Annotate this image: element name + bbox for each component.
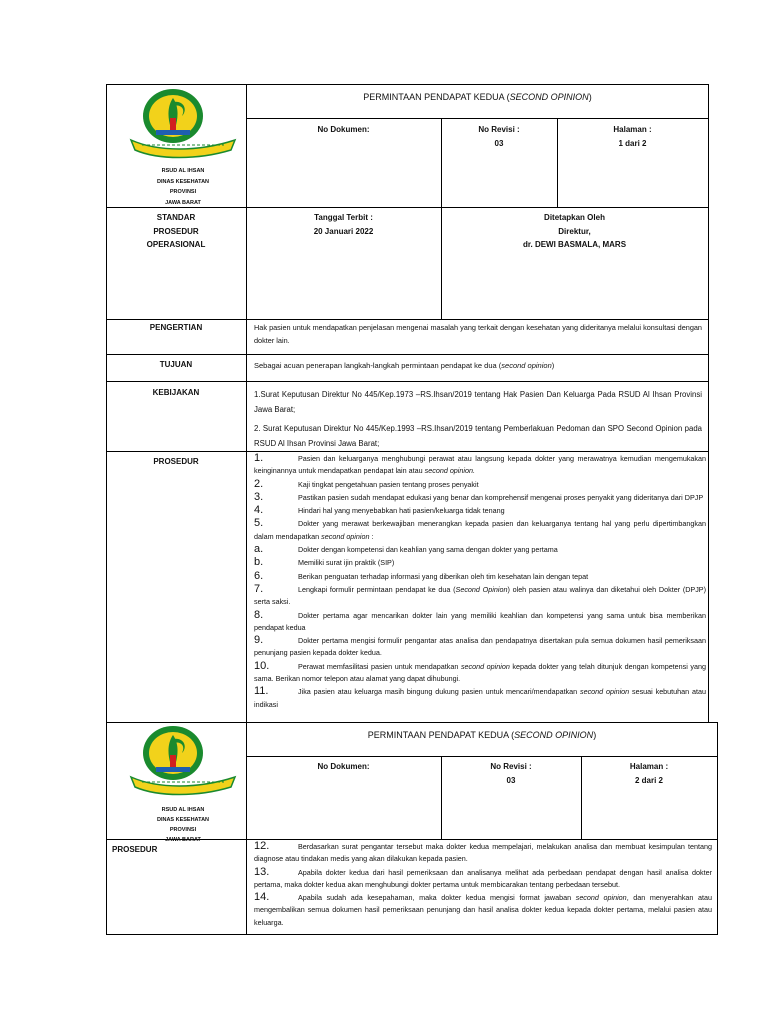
step-number: 14. (254, 891, 270, 904)
kebijakan-label: KEBIJAKAN (152, 388, 200, 397)
tujuan-text: Sebagai acuan penerapan langkah-langkah permintaan pendapat ke dua (second opinion) (254, 361, 555, 370)
step-text: Pastikan pasien sudah mendapat edukasi yang benar dan komprehensif mengenai proses penyakit yang dideritanya dari DPJP (298, 492, 704, 502)
no-revisi-label: No Revisi : (478, 125, 520, 134)
pengertian-label: PENGERTIAN (149, 323, 203, 332)
step-text: Lengkapi formulir permintaan pendapat ke dua ( (298, 584, 456, 594)
pengertian-text: Hak pasien untuk mendapatkan penjelasan mengenai masalah yang terkait dengan kesehatan yang dideritanya melalui konsultasi dengan dokter lain. (254, 323, 702, 345)
step-number: 8. (254, 608, 264, 621)
step-number: b. (254, 556, 264, 569)
prosedur-label: PROSEDUR (112, 845, 158, 854)
step-number: 3. (254, 490, 264, 503)
halaman-value: 1 dari 2 (618, 139, 647, 148)
document-title: PERMINTAAN PENDAPAT KEDUA (SECOND OPINION) (363, 92, 592, 102)
procedure-step (254, 570, 706, 583)
hospital-logo (128, 88, 238, 164)
procedure-step (254, 517, 706, 543)
step-text: Kaji tingkat pengetahuan pasien tentang proses penyakit (298, 479, 479, 489)
procedure-step (254, 556, 706, 569)
tujuan-label: TUJUAN (159, 360, 193, 369)
step-text: Hindari hal yang menyebabkan hati pasien/keluarga tidak tenang (298, 506, 505, 516)
step-number: 10. (254, 659, 270, 672)
ditetapkan-oleh: Ditetapkan Oleh Direktur, dr. DEWI BASMALA, MARS (522, 213, 627, 249)
step-text: Dokter pertama mengisi formulir pengantar atas analisa dan pendapatnya disertakan pula semua dokumen hasil pemeriksaan penunjang pasien kepada dokter kedua. (254, 636, 706, 658)
step-text: Berdasarkan surat pengantar tersebut maka dokter kedua mempelajari, melakukan analisa dan membuat kesimpulan tentang diagnose atau tindakan medis yang akan dilakukan kepada pasien. (254, 842, 712, 864)
step-number: 7. (254, 582, 264, 595)
step-text-end: ) oleh pasien atau walinya dan diketahui oleh Dokter (DPJP) serta saksi. (254, 584, 706, 607)
step-text: Apabila dokter kedua dari hasil pemeriksaan dan analisanya melihat ada perbedaan pendapat dengan hasil analisa dokter pertama, maka dokter kedua akan menghubungi dokter pertama untuk membicarakan tentang perbedaan tersebut. (254, 867, 712, 889)
step-number: a. (254, 543, 264, 556)
kebijakan-item-1: 1.Surat Keputusan Direktur No 445/Kep.1973 –RS.Ihsan/2019 tentang Hak Pasien Dan Keluarga Pada RSUD Al Ihsan Provinsi Jawa Barat; (254, 390, 702, 414)
step-number: 2. (254, 477, 264, 490)
step-text-italic: Second Opinion (455, 584, 508, 594)
step-number: 5. (254, 517, 264, 530)
spo-label: STANDAR PROSEDUR OPERASIONAL (146, 213, 206, 249)
tanggal-terbit: Tanggal Terbit : 20 Januari 2022 (313, 213, 374, 236)
org-name: RSUD AL IHSAN DINAS KESEHATAN PROVINSI JAWA BARAT (156, 168, 210, 206)
procedure-step (254, 891, 712, 929)
step-text: Perawat memfasilitasi pasien untuk mendapatkan (298, 661, 461, 671)
halaman-label: Halaman : (613, 125, 652, 134)
halaman-value: 2 dari 2 (634, 776, 663, 785)
step-text: Berikan penguatan terhadap informasi yang diberikan oleh tim kesehatan lain dengan tepat (298, 571, 589, 581)
step-text-italic: second opinion (575, 893, 627, 903)
kebijakan-item-2: 2. Surat Keputusan Direktur No 445/Kep.1993 –RS.Ihsan/2019 tentang Pemberlakuan Pedoman dan SPO Second Opinion pada RSUD Al Ihsan Provinsi Jawa Barat; (254, 424, 702, 448)
step-text-end: sesuai kebutuhan atau indikasi (254, 687, 706, 709)
prosedur-steps (254, 840, 712, 934)
prosedur-steps (254, 452, 706, 722)
no-revisi-value: 03 (494, 139, 504, 148)
procedure-step (254, 491, 706, 504)
step-number: 9. (254, 634, 264, 647)
no-revisi-value: 03 (506, 776, 516, 785)
step-text: Dokter yang merawat berkewajiban menerangkan kepada pasien dan keluarganya tentang hal yang perlu dipertimbangkan dalam mendapatkan (254, 519, 706, 541)
step-text: Apabila sudah ada kesepahaman, maka dokter kedua mengisi format jawaban (298, 893, 576, 903)
document-title: PERMINTAAN PENDAPAT KEDUA (SECOND OPINION) (367, 730, 597, 740)
step-text-end: , dan menyerahkan atau mengembalikan semua dokumen hasil pemeriksaan penunjang dan hasil analisa dokter kedua kepada dokter pertama, melalui pasien atau keluarga. (254, 893, 712, 927)
procedure-step (254, 504, 706, 517)
procedure-step (254, 685, 706, 711)
halaman-label: Halaman : (629, 762, 669, 771)
step-text: Memiliki surat ijin praktik (SIP) (298, 558, 395, 568)
step-number: 6. (254, 569, 264, 582)
step-text: Dokter dengan kompetensi dan keahlian yang sama dengan dokter yang pertama (298, 545, 558, 555)
step-text-italic: second opinion. (424, 466, 475, 476)
procedure-step (254, 660, 706, 686)
no-dokumen-label: No Dokumen: (317, 125, 370, 134)
hospital-logo (128, 725, 238, 801)
procedure-step (254, 634, 706, 660)
procedure-step (254, 543, 706, 556)
step-number: 1. (254, 452, 264, 464)
procedure-step (254, 452, 706, 478)
step-number: 13. (254, 865, 270, 878)
step-text: Jika pasien atau keluarga masih bingung dukung pasien untuk mencari/mendapatkan (298, 687, 580, 697)
procedure-step (254, 583, 706, 609)
step-number: 4. (254, 504, 264, 517)
step-text: Dokter pertama agar mencarikan dokter lain yang memiliki keahlian dan kompetensi yang sama untuk bisa memberikan pendapat kedua (254, 610, 706, 632)
step-text-end: kepada dokter yang telah ditunjuk dengan kompetensi yang sama. Berikan nomor telepon atau alamat yang dapat dihubungi. (254, 661, 706, 684)
step-number: 12. (254, 840, 270, 852)
step-number: 11. (254, 685, 269, 698)
prosedur-label: PROSEDUR (153, 457, 199, 466)
procedure-step (254, 866, 712, 892)
no-revisi-label: No Revisi : (490, 762, 532, 771)
step-text-italic: second opinion (579, 687, 630, 697)
procedure-step (254, 840, 712, 866)
step-text: Pasien dan keluarganya menghubungi perawat atau langsung kepada dokter yang merawatnya kemudian mengemukakan keinginannya untuk mendapatkan pendapat lain atau (254, 454, 706, 476)
procedure-step (254, 478, 706, 491)
step-text-italic: second opinion (321, 531, 370, 541)
step-text-end: : (369, 531, 374, 541)
procedure-step (254, 609, 706, 635)
no-dokumen-label: No Dokumen: (317, 762, 370, 771)
step-text-italic: second opinion (460, 661, 510, 671)
org-name: RSUD AL IHSAN DINAS KESEHATAN PROVINSI JAWA BARAT (156, 807, 210, 843)
